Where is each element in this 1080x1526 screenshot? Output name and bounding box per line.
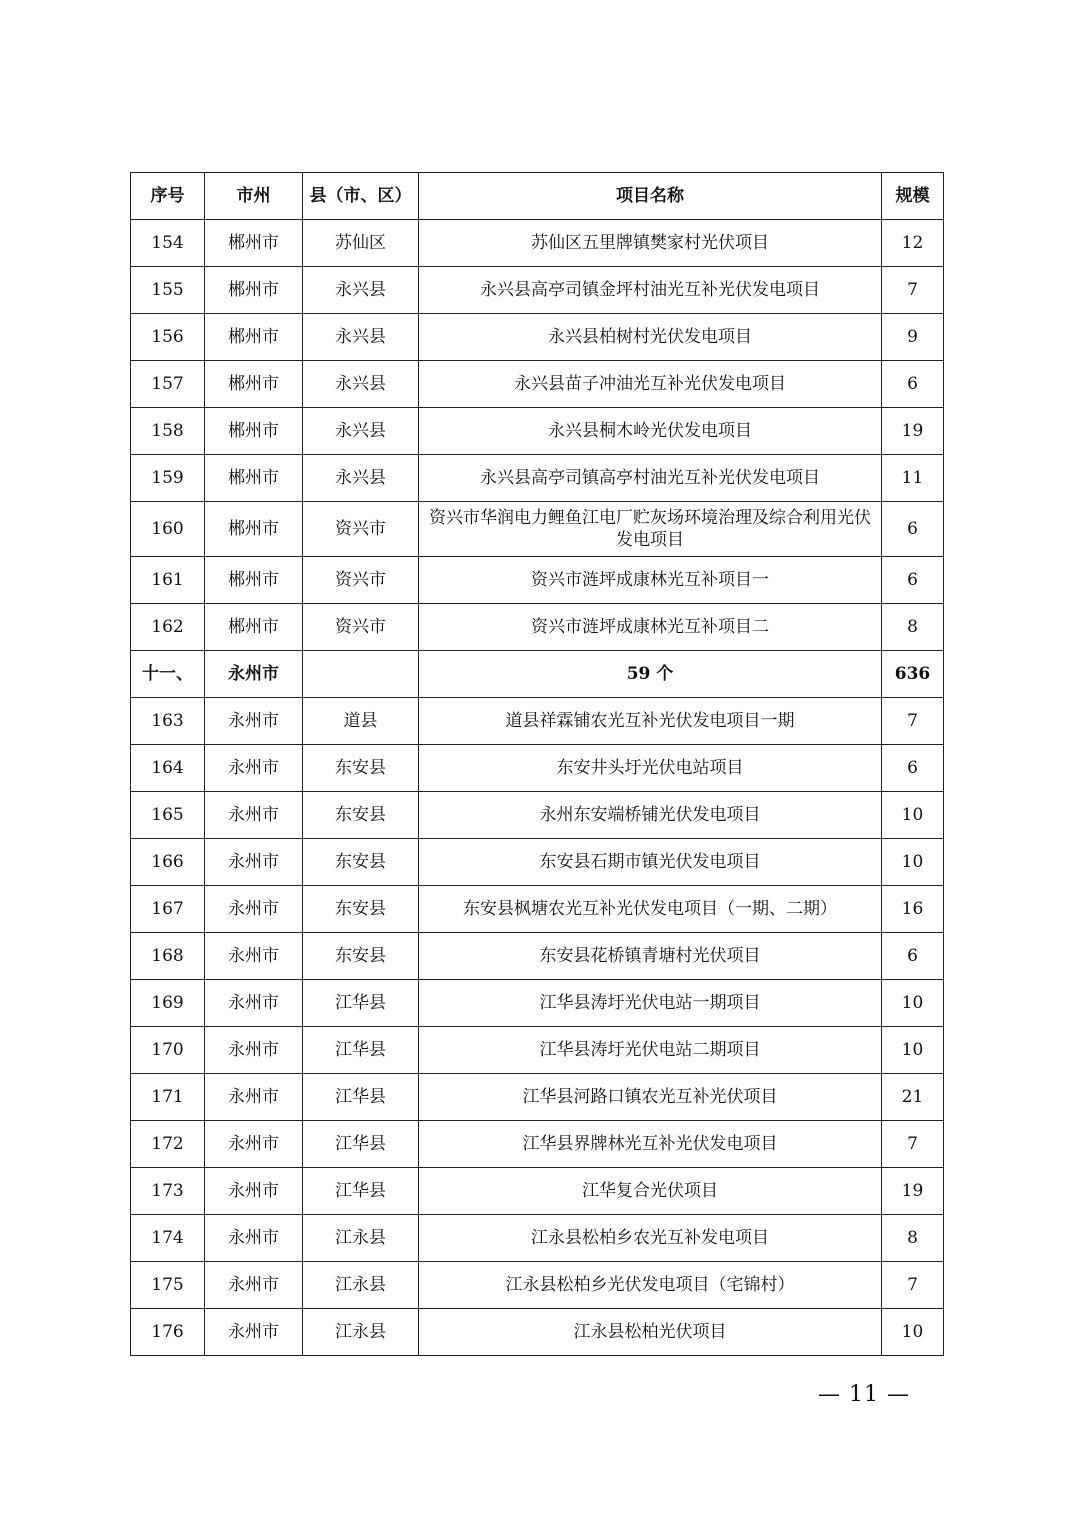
cell-serial: 154 [131,220,205,267]
cell-project-name: 东安县花桥镇青塘村光伏项目 [419,933,882,980]
cell-city: 郴州市 [205,361,303,408]
cell-serial: 167 [131,886,205,933]
cell-city: 郴州市 [205,408,303,455]
cell-county: 苏仙区 [303,220,419,267]
cell-city: 永州市 [205,1215,303,1262]
cell-scale: 21 [882,1074,944,1121]
cell-serial: 175 [131,1262,205,1309]
cell-serial: 171 [131,1074,205,1121]
cell-project-name: 资兴市华润电力鲤鱼江电厂贮灰场环境治理及综合利用光伏发电项目 [419,502,882,557]
cell-serial: 163 [131,698,205,745]
cell-serial: 168 [131,933,205,980]
cell-city: 郴州市 [205,455,303,502]
cell-scale: 16 [882,886,944,933]
cell-county: 东安县 [303,839,419,886]
table-row [131,1074,944,1121]
table-row [131,1121,944,1168]
table-row [131,1168,944,1215]
cell-serial: 176 [131,1309,205,1356]
header-project-name: 项目名称 [419,173,882,220]
cell-scale: 6 [882,502,944,557]
cell-project-name: 永兴县桐木岭光伏发电项目 [419,408,882,455]
cell-scale: 6 [882,933,944,980]
cell-county: 永兴县 [303,455,419,502]
cell-city: 永州市 [205,1262,303,1309]
cell-scale: 6 [882,557,944,604]
cell-serial: 166 [131,839,205,886]
table-row [131,361,944,408]
table-header-row [131,173,944,220]
cell-project-name: 江华县涛圩光伏电站二期项目 [419,1027,882,1074]
table-subtotal-row [131,651,944,698]
cell-project-name: 永兴县苗子冲油光互补光伏发电项目 [419,361,882,408]
cell-project-name: 东安井头圩光伏电站项目 [419,745,882,792]
cell-county: 江永县 [303,1262,419,1309]
cell-project-name: 永兴县柏树村光伏发电项目 [419,314,882,361]
cell-scale: 10 [882,839,944,886]
cell-serial: 170 [131,1027,205,1074]
page-number: — 11 — [818,1382,910,1407]
cell-city: 郴州市 [205,267,303,314]
table-row [131,408,944,455]
cell-serial: 157 [131,361,205,408]
cell-project-name: 59 个 [419,651,882,698]
cell-city: 郴州市 [205,604,303,651]
table-row [131,980,944,1027]
cell-scale: 19 [882,408,944,455]
cell-scale: 10 [882,980,944,1027]
cell-county: 江华县 [303,1027,419,1074]
cell-city: 永州市 [205,886,303,933]
cell-scale: 6 [882,361,944,408]
cell-scale: 7 [882,1262,944,1309]
cell-project-name: 苏仙区五里牌镇樊家村光伏项目 [419,220,882,267]
cell-project-name: 江永县松柏乡光伏发电项目（宅锦村） [419,1262,882,1309]
cell-county: 东安县 [303,792,419,839]
cell-project-name: 永州东安端桥铺光伏发电项目 [419,792,882,839]
cell-scale: 8 [882,604,944,651]
table-row [131,933,944,980]
cell-project-name: 永兴县高亭司镇高亭村油光互补光伏发电项目 [419,455,882,502]
cell-city: 永州市 [205,1309,303,1356]
cell-county: 东安县 [303,886,419,933]
cell-city: 郴州市 [205,557,303,604]
cell-county: 道县 [303,698,419,745]
table-row [131,1309,944,1356]
cell-scale: 7 [882,1121,944,1168]
cell-city: 永州市 [205,1121,303,1168]
cell-city: 永州市 [205,1168,303,1215]
cell-scale: 7 [882,267,944,314]
header-city: 市州 [205,173,303,220]
cell-scale: 8 [882,1215,944,1262]
cell-county: 东安县 [303,933,419,980]
cell-scale: 6 [882,745,944,792]
cell-serial: 169 [131,980,205,1027]
cell-project-name: 江华复合光伏项目 [419,1168,882,1215]
table-row [131,314,944,361]
cell-city: 郴州市 [205,502,303,557]
cell-serial: 162 [131,604,205,651]
cell-project-name: 资兴市涟坪成康林光互补项目二 [419,604,882,651]
cell-city: 郴州市 [205,220,303,267]
cell-serial: 160 [131,502,205,557]
table-row [131,502,944,557]
table-row [131,267,944,314]
cell-county: 资兴市 [303,604,419,651]
cell-county: 永兴县 [303,267,419,314]
cell-scale: 19 [882,1168,944,1215]
cell-serial: 174 [131,1215,205,1262]
cell-serial: 173 [131,1168,205,1215]
cell-project-name: 资兴市涟坪成康林光互补项目一 [419,557,882,604]
cell-scale: 10 [882,1027,944,1074]
cell-county: 永兴县 [303,408,419,455]
table-row [131,1262,944,1309]
cell-serial: 164 [131,745,205,792]
cell-project-name: 江华县界牌林光互补光伏发电项目 [419,1121,882,1168]
cell-project-name: 江华县涛圩光伏电站一期项目 [419,980,882,1027]
cell-county: 江华县 [303,1074,419,1121]
cell-county: 永兴县 [303,314,419,361]
cell-city: 郴州市 [205,314,303,361]
cell-city: 永州市 [205,1027,303,1074]
cell-county [303,651,419,698]
table-row [131,698,944,745]
cell-city: 永州市 [205,980,303,1027]
table-row [131,455,944,502]
table-row [131,792,944,839]
header-county: 县（市、区） [303,173,419,220]
table-row [131,604,944,651]
cell-scale: 11 [882,455,944,502]
table-row [131,745,944,792]
cell-city: 永州市 [205,651,303,698]
cell-county: 东安县 [303,745,419,792]
cell-county: 资兴市 [303,557,419,604]
cell-city: 永州市 [205,1074,303,1121]
table-row [131,1215,944,1262]
cell-serial: 158 [131,408,205,455]
cell-scale: 9 [882,314,944,361]
cell-city: 永州市 [205,698,303,745]
cell-serial: 156 [131,314,205,361]
cell-project-name: 永兴县高亭司镇金坪村油光互补光伏发电项目 [419,267,882,314]
cell-county: 江华县 [303,980,419,1027]
cell-county: 永兴县 [303,361,419,408]
cell-city: 永州市 [205,745,303,792]
cell-city: 永州市 [205,792,303,839]
table-body [131,220,944,1356]
cell-serial: 172 [131,1121,205,1168]
cell-serial: 161 [131,557,205,604]
cell-scale: 12 [882,220,944,267]
cell-city: 永州市 [205,933,303,980]
table-row [131,839,944,886]
cell-county: 江华县 [303,1121,419,1168]
cell-county: 江华县 [303,1168,419,1215]
cell-city: 永州市 [205,839,303,886]
cell-serial: 165 [131,792,205,839]
table-row [131,557,944,604]
cell-serial: 155 [131,267,205,314]
table-row [131,1027,944,1074]
cell-scale: 636 [882,651,944,698]
header-scale: 规模 [882,173,944,220]
cell-project-name: 东安县石期市镇光伏发电项目 [419,839,882,886]
cell-serial: 十一、 [131,651,205,698]
cell-scale: 10 [882,1309,944,1356]
cell-project-name: 江华县河路口镇农光互补光伏项目 [419,1074,882,1121]
cell-project-name: 江永县松柏光伏项目 [419,1309,882,1356]
cell-project-name: 东安县枫塘农光互补光伏发电项目（一期、二期） [419,886,882,933]
cell-serial: 159 [131,455,205,502]
cell-project-name: 道县祥霖铺农光互补光伏发电项目一期 [419,698,882,745]
cell-county: 江永县 [303,1215,419,1262]
cell-scale: 7 [882,698,944,745]
cell-county: 江永县 [303,1309,419,1356]
table-row [131,886,944,933]
project-table [130,172,944,1356]
cell-scale: 10 [882,792,944,839]
header-serial: 序号 [131,173,205,220]
cell-project-name: 江永县松柏乡农光互补发电项目 [419,1215,882,1262]
cell-county: 资兴市 [303,502,419,557]
table-row [131,220,944,267]
